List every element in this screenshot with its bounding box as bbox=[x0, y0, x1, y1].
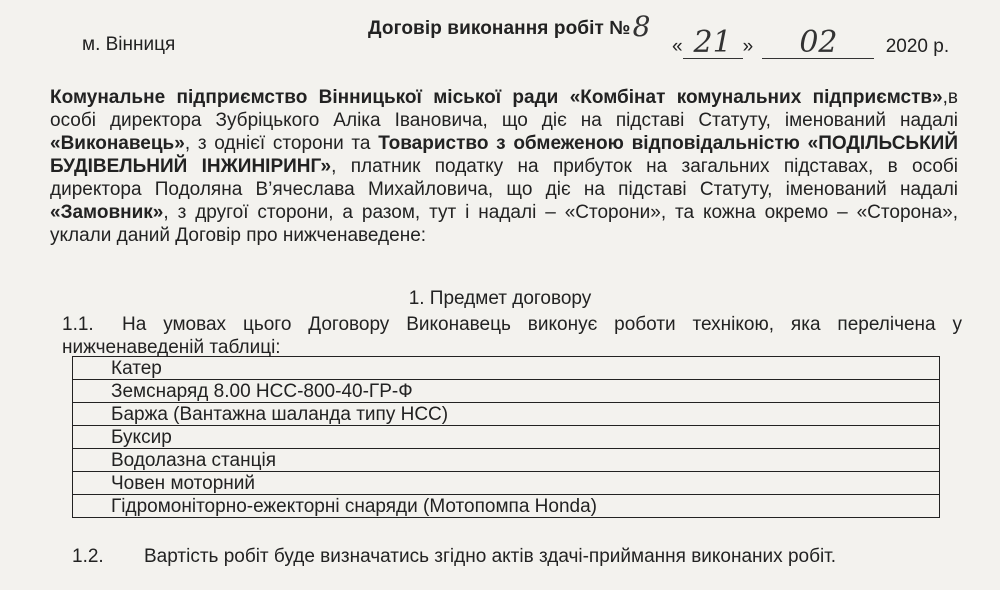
equipment-cell: Гідромоніторно-ежекторні снаряди (Мотопомпа Honda) bbox=[73, 495, 940, 518]
title-text: Договір виконання робіт № bbox=[368, 18, 631, 39]
date-day-field bbox=[683, 25, 743, 60]
table-row bbox=[73, 449, 940, 472]
table-row bbox=[73, 472, 940, 495]
contractor-name: Комунальне підприємство Вінницької міської ради «Комбінат комунальних підприємств» bbox=[50, 87, 943, 108]
equipment-cell: Буксир bbox=[73, 426, 940, 449]
clause-1-2-number: 1.2. bbox=[72, 546, 104, 567]
equipment-table bbox=[72, 356, 940, 518]
clause-1-1-text: На умовах цього Договору Виконавець виконує роботи технікою, яка перелічена у нижченаведеній таблиці: bbox=[62, 314, 962, 358]
section-heading: 1. Предмет договору bbox=[408, 288, 592, 309]
equipment-cell: Баржа (Вантажна шаланда типу НСС) bbox=[73, 403, 940, 426]
equipment-cell: Човен моторний bbox=[73, 472, 940, 495]
document-title bbox=[368, 8, 650, 41]
contractor-alias: «Виконавець» bbox=[50, 133, 185, 154]
preamble-text-3: , платник податку на прибуток на загальних підставах, в особі директора Подоляна В’ячеслава Михайловича, що діє на підставі Статуту, іменований надалі bbox=[50, 156, 958, 200]
preamble-paragraph bbox=[50, 86, 958, 247]
date-year: 2020 р. bbox=[885, 36, 950, 57]
preamble-text-2: , з однієї сторони та bbox=[184, 133, 379, 154]
clause-1-1-number: 1.1. bbox=[62, 314, 94, 335]
date-month-field bbox=[762, 25, 874, 60]
contract-date bbox=[672, 25, 950, 60]
preamble-text-4: , з другої сторони, а разом, тут і надалі – «Сторони», та кожна окремо – «Сторона», уклали даний Договір про нижченаведене: bbox=[50, 202, 958, 246]
table-row bbox=[73, 495, 940, 518]
customer-alias: «Замовник» bbox=[50, 202, 164, 223]
city: м. Вінниця bbox=[82, 34, 176, 55]
equipment-cell: Земснаряд 8.00 НСС-800-40-ГР-Ф bbox=[73, 380, 940, 403]
equipment-cell: Катер bbox=[73, 357, 940, 380]
date-month-handwritten: 02 bbox=[799, 25, 838, 60]
table-row bbox=[73, 380, 940, 403]
equipment-cell: Водолазна станція bbox=[73, 449, 940, 472]
date-open-quote: « bbox=[672, 36, 683, 57]
clause-1-2 bbox=[72, 545, 952, 568]
table-row bbox=[73, 357, 940, 380]
date-day-handwritten: 21 bbox=[693, 25, 732, 60]
date-close-quote: » bbox=[742, 36, 754, 57]
table-row bbox=[73, 403, 940, 426]
clause-1-1 bbox=[62, 313, 962, 359]
customer-name: Товариство з обмеженою відповідальністю «ПОДІЛЬСЬКИЙ БУДІВЕЛЬНИЙ ІНЖИНІРИНГ» bbox=[50, 133, 958, 177]
table-row bbox=[73, 426, 940, 449]
clause-1-2-text: Вартість робіт буде визначатись згідно актів здачі-приймання виконаних робіт. bbox=[144, 546, 837, 567]
contract-number-handwritten: 8 bbox=[632, 10, 651, 43]
preamble-text-1: ,в особі директора Зубріцького Аліка Івановича, що діє на підставі Статуту, іменований надалі bbox=[50, 87, 958, 131]
